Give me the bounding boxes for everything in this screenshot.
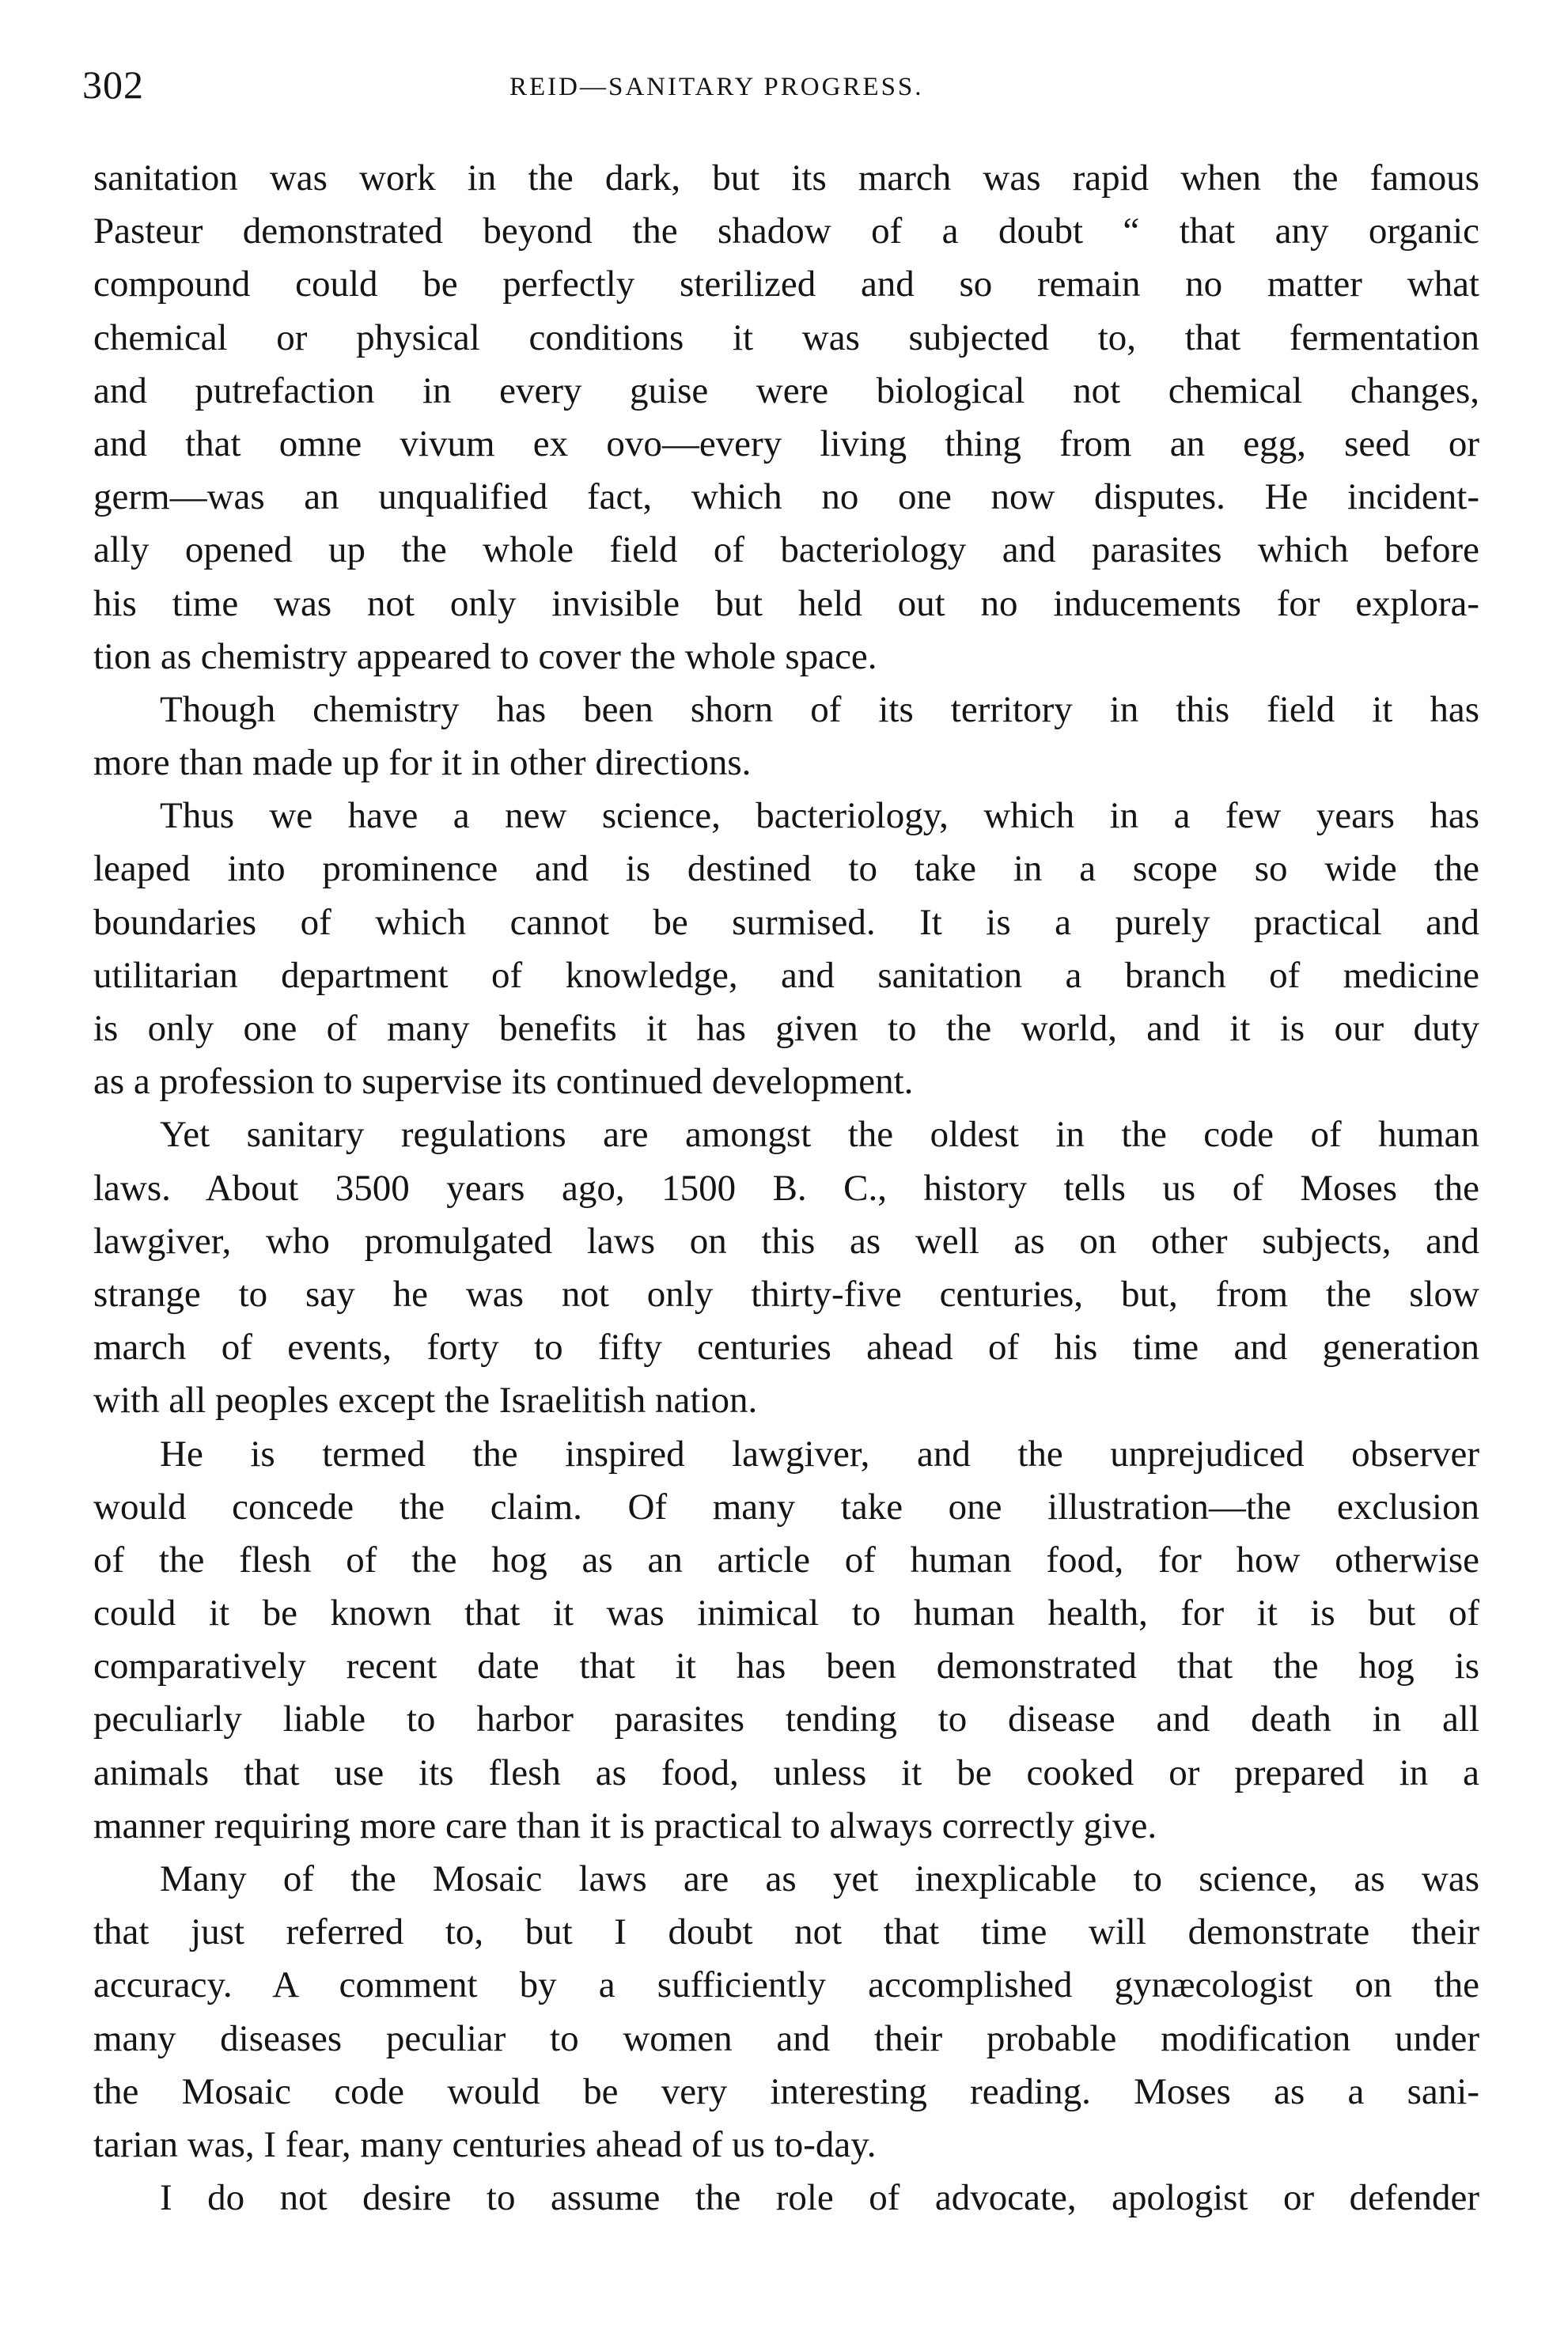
text-line: laws. About 3500 years ago, 1500 B. C., history tells us of Moses the <box>93 1167 1479 1209</box>
text-line: tarian was, I fear, many centuries ahead of us to-day. <box>93 2123 877 2165</box>
text-line: utilitarian department of knowledge, and sanitation a branch of medicine <box>93 954 1479 996</box>
text-line: chemical or physical conditions it was subjected to, that fermentation <box>93 316 1479 358</box>
text-line: accuracy. A comment by a sufficiently accomplished gynæcologist on the <box>93 1964 1479 2006</box>
text-line: and putrefaction in every guise were biological not chemical changes, <box>93 369 1479 411</box>
text-line: I do not desire to assume the role of advocate, apologist or defender <box>160 2177 1479 2219</box>
text-line: leaped into prominence and is destined to take in a scope so wide the <box>93 848 1479 890</box>
text-line: as a profession to supervise its continued development. <box>93 1061 914 1103</box>
text-line: and that omne vivum ex ovo—every living thing from an egg, seed or <box>93 422 1479 464</box>
text-line: many diseases peculiar to women and their probable modification under <box>93 2017 1479 2059</box>
text-line: He is termed the inspired lawgiver, and the unprejudiced observer <box>160 1433 1479 1475</box>
text-line: Pasteur demonstrated beyond the shadow of a doubt “ that any organic <box>93 210 1479 252</box>
text-line: his time was not only invisible but held out no inducements for explora- <box>93 582 1479 624</box>
text-line: Thus we have a new science, bacteriology, which in a few years has <box>160 795 1479 837</box>
text-line: of the flesh of the hog as an article of human food, for how otherwise <box>93 1539 1479 1581</box>
body-text <box>93 152 1479 2225</box>
page-header <box>82 62 1486 109</box>
text-line: more than made up for it in other directions. <box>93 742 752 784</box>
text-line: Many of the Mosaic laws are as yet inexplicable to science, as was <box>160 1858 1479 1899</box>
text-line: sanitation was work in the dark, but its march was rapid when the famous <box>93 157 1479 199</box>
text-line: lawgiver, who promulgated laws on this as well as on other subjects, and <box>93 1220 1479 1262</box>
text-line: is only one of many benefits it has given to the world, and it is our duty <box>93 1008 1479 1049</box>
text-line: strange to say he was not only thirty-five centuries, but, from the slow <box>93 1273 1479 1315</box>
text-line: animals that use its flesh as food, unless it be cooked or prepared in a <box>93 1752 1479 1793</box>
text-line: with all peoples except the Israelitish nation. <box>93 1380 758 1422</box>
running-head: REID—SANITARY PROGRESS. <box>509 73 924 101</box>
text-line: march of events, forty to fifty centuries ahead of his time and generation <box>93 1327 1479 1369</box>
text-line: germ—was an unqualified fact, which no one now disputes. He incident- <box>93 476 1479 518</box>
text-line: could it be known that it was inimical to human health, for it is but of <box>93 1592 1479 1634</box>
text-line: the Mosaic code would be very interesting reading. Moses as a sani- <box>93 2070 1479 2112</box>
text-line: ally opened up the whole field of bacteriology and parasites which before <box>93 529 1479 571</box>
text-line: Yet sanitary regulations are amongst the oldest in the code of human <box>160 1114 1479 1156</box>
page-number: 302 <box>82 62 144 107</box>
text-line: boundaries of which cannot be surmised. It is a purely practical and <box>93 901 1479 943</box>
text-line: that just referred to, but I doubt not that time will demonstrate their <box>93 1911 1479 1953</box>
text-line: compound could be perfectly sterilized and so remain no matter what <box>93 263 1479 305</box>
text-line: Though chemistry has been shorn of its territory in this field it has <box>160 688 1479 730</box>
text-line: would concede the claim. Of many take one illustration—the exclusion <box>93 1486 1479 1528</box>
text-line: comparatively recent date that it has been demonstrated that the hog is <box>93 1645 1479 1687</box>
text-line: peculiarly liable to harbor parasites tending to disease and death in all <box>93 1699 1479 1740</box>
text-line: manner requiring more care than it is practical to always correctly give. <box>93 1805 1157 1846</box>
text-line: tion as chemistry appeared to cover the whole space. <box>93 635 877 677</box>
